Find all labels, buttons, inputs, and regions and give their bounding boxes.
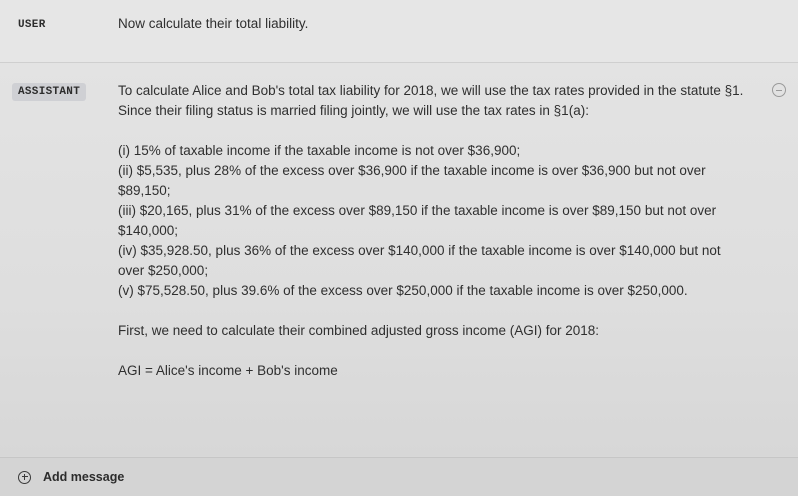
tax-rate-line: (v) $75,528.50, plus 39.6% of the excess over $250,000 if the taxable income is over $250,000.	[118, 283, 688, 298]
add-message-label: Add message	[43, 470, 125, 484]
user-message-text[interactable]	[118, 14, 748, 34]
assistant-message-row[interactable]	[0, 63, 798, 456]
assistant-message-text[interactable]	[118, 81, 748, 381]
plus-circle-icon	[18, 471, 31, 484]
add-message-button[interactable]	[18, 470, 124, 484]
assistant-intro: To calculate Alice and Bob's total tax liability for 2018, we will use the tax rates provided in the statute §1. Since their filing status is married filing jointly, we will use the tax rates in §1(a):	[118, 83, 744, 118]
minus-circle-icon[interactable]	[772, 83, 786, 97]
assistant-step: First, we need to calculate their combined adjusted gross income (AGI) for 2018:	[118, 323, 599, 338]
user-message-row[interactable]	[0, 0, 798, 63]
assistant-role-label[interactable]: ASSISTANT	[12, 83, 86, 101]
tax-rate-line: (iii) $20,165, plus 31% of the excess over $89,150 if the taxable income is over $89,150 but not over $140,000;	[118, 203, 717, 238]
user-message-body: Now calculate their total liability.	[118, 16, 309, 31]
user-role-label[interactable]: USER	[18, 19, 46, 31]
composer-bar	[0, 457, 798, 496]
tax-rate-line: (iv) $35,928.50, plus 36% of the excess over $140,000 if the taxable income is over $140,000 but not over $250,000;	[118, 243, 721, 278]
tax-rate-line: (i) 15% of taxable income if the taxable income is not over $36,900;	[118, 143, 521, 158]
assistant-formula: AGI = Alice's income + Bob's income	[118, 363, 338, 378]
tax-rate-line: (ii) $5,535, plus 28% of the excess over $36,900 if the taxable income is over $36,900 but not over $89,150;	[118, 163, 706, 198]
